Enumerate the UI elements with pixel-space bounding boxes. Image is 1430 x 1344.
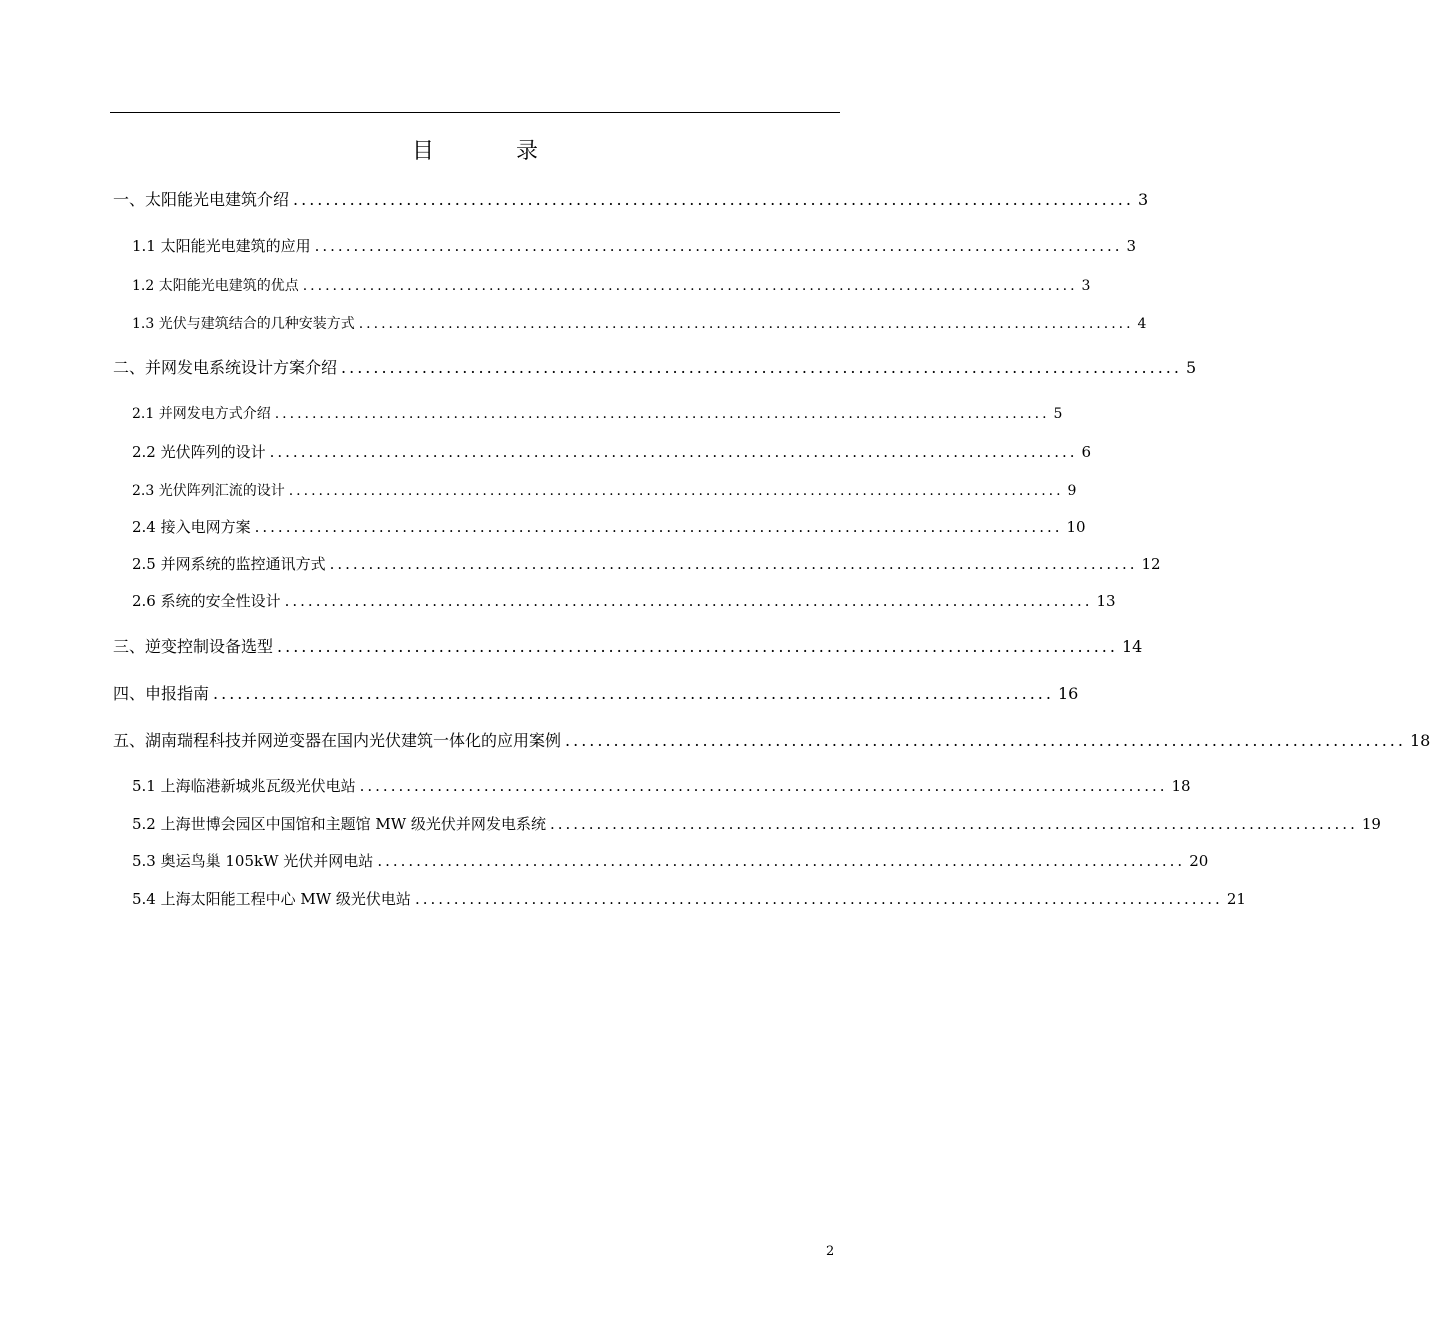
toc-entry-page: 13 bbox=[1096, 592, 1116, 610]
toc-entry[interactable] bbox=[113, 728, 1430, 751]
leader-dots: ........................................................................................................ bbox=[302, 278, 1078, 294]
toc-entry[interactable] bbox=[132, 553, 1161, 574]
toc-entry-label: 5.1 上海临港新城兆瓦级光伏电站 bbox=[132, 777, 356, 795]
leader-dots: ........................................................................................................ bbox=[213, 684, 1054, 703]
toc-entry[interactable] bbox=[132, 775, 1191, 796]
toc-entry-page: 16 bbox=[1057, 684, 1079, 703]
toc-entry[interactable] bbox=[132, 441, 1092, 462]
toc-entry-page: 5 bbox=[1185, 358, 1197, 377]
leader-dots: ........................................................................................................ bbox=[314, 237, 1123, 255]
toc-entry[interactable] bbox=[132, 235, 1137, 256]
leader-dots: ........................................................................................................ bbox=[549, 815, 1358, 833]
leader-dots: ........................................................................................................ bbox=[359, 777, 1168, 795]
leader-dots: ........................................................................................................ bbox=[284, 592, 1093, 610]
toc-entry-label: 1.2 太阳能光电建筑的优点 bbox=[132, 278, 299, 294]
toc-entry-page: 9 bbox=[1067, 483, 1077, 499]
leader-dots: ........................................................................................................ bbox=[277, 637, 1118, 656]
toc-entry-label: 一、太阳能光电建筑介绍 bbox=[113, 190, 290, 209]
toc-entry[interactable] bbox=[132, 813, 1381, 834]
toc-entry-label: 2.5 并网系统的监控通讯方式 bbox=[132, 555, 326, 573]
toc-entry-label: 2.6 系统的安全性设计 bbox=[132, 592, 281, 610]
toc-entry[interactable] bbox=[113, 355, 1197, 378]
leader-dots: ........................................................................................................ bbox=[341, 358, 1182, 377]
leader-dots: ........................................................................................................ bbox=[274, 406, 1050, 422]
toc-entry-label: 五、湖南瑞程科技并网逆变器在国内光伏建筑一体化的应用案例 bbox=[113, 731, 562, 750]
toc-entry[interactable] bbox=[132, 403, 1063, 423]
leader-dots: ........................................................................................................ bbox=[288, 483, 1064, 499]
toc-entry[interactable] bbox=[113, 634, 1143, 657]
toc-entry-page: 6 bbox=[1081, 443, 1092, 461]
toc-entry-page: 19 bbox=[1361, 815, 1381, 833]
toc-entry-label: 2.2 光伏阵列的设计 bbox=[132, 443, 266, 461]
page-number: 2 bbox=[826, 1244, 835, 1259]
toc-entry-page: 5 bbox=[1053, 406, 1063, 422]
leader-dots: ........................................................................................................ bbox=[377, 852, 1186, 870]
toc-entry-page: 12 bbox=[1141, 555, 1161, 573]
toc-entry-page: 3 bbox=[1126, 237, 1137, 255]
leader-dots: ........................................................................................................ bbox=[358, 316, 1134, 332]
toc-entry-page: 18 bbox=[1409, 731, 1430, 750]
toc-entry[interactable] bbox=[113, 681, 1079, 704]
toc-entry-label: 5.4 上海太阳能工程中心 MW 级光伏电站 bbox=[132, 890, 411, 908]
toc-entry-label: 5.3 奥运鸟巢 105kW 光伏并网电站 bbox=[132, 852, 374, 870]
toc-entry-label: 四、申报指南 bbox=[113, 684, 210, 703]
toc-entry-label: 1.1 太阳能光电建筑的应用 bbox=[132, 237, 311, 255]
toc-entry[interactable] bbox=[132, 480, 1077, 500]
leader-dots: ........................................................................................................ bbox=[414, 890, 1223, 908]
toc-entry[interactable] bbox=[132, 888, 1246, 909]
toc-entry-page: 14 bbox=[1121, 637, 1143, 656]
toc-entry-page: 21 bbox=[1226, 890, 1246, 908]
leader-dots: ........................................................................................................ bbox=[565, 731, 1406, 750]
toc-entry-page: 4 bbox=[1137, 316, 1147, 332]
leader-dots: ........................................................................................................ bbox=[269, 443, 1078, 461]
toc-entry-label: 三、逆变控制设备选型 bbox=[113, 637, 274, 656]
toc-entry[interactable] bbox=[132, 850, 1209, 871]
leader-dots: ........................................................................................................ bbox=[329, 555, 1138, 573]
toc-entry-label: 2.3 光伏阵列汇流的设计 bbox=[132, 483, 285, 499]
toc-title: 目 录 bbox=[411, 139, 568, 164]
toc-entry-page: 18 bbox=[1171, 777, 1191, 795]
leader-dots: ........................................................................................................ bbox=[293, 190, 1134, 209]
toc-entry[interactable] bbox=[113, 187, 1149, 210]
toc-entry-page: 20 bbox=[1189, 852, 1209, 870]
toc-entry[interactable] bbox=[132, 516, 1086, 537]
toc-entry-label: 二、并网发电系统设计方案介绍 bbox=[113, 358, 338, 377]
toc-entry[interactable] bbox=[132, 590, 1116, 611]
header-rule bbox=[110, 112, 840, 113]
leader-dots: ........................................................................................................ bbox=[254, 518, 1063, 536]
toc-entry-label: 1.3 光伏与建筑结合的几种安装方式 bbox=[132, 316, 355, 332]
toc-entry[interactable] bbox=[132, 313, 1147, 333]
toc-entry[interactable] bbox=[132, 275, 1091, 295]
toc-entry-label: 5.2 上海世博会园区中国馆和主题馆 MW 级光伏并网发电系统 bbox=[132, 815, 546, 833]
toc-entry-page: 3 bbox=[1137, 190, 1149, 209]
toc-entry-page: 10 bbox=[1066, 518, 1086, 536]
toc-entry-label: 2.1 并网发电方式介绍 bbox=[132, 406, 271, 422]
toc-entry-label: 2.4 接入电网方案 bbox=[132, 518, 251, 536]
toc-entry-page: 3 bbox=[1081, 278, 1091, 294]
